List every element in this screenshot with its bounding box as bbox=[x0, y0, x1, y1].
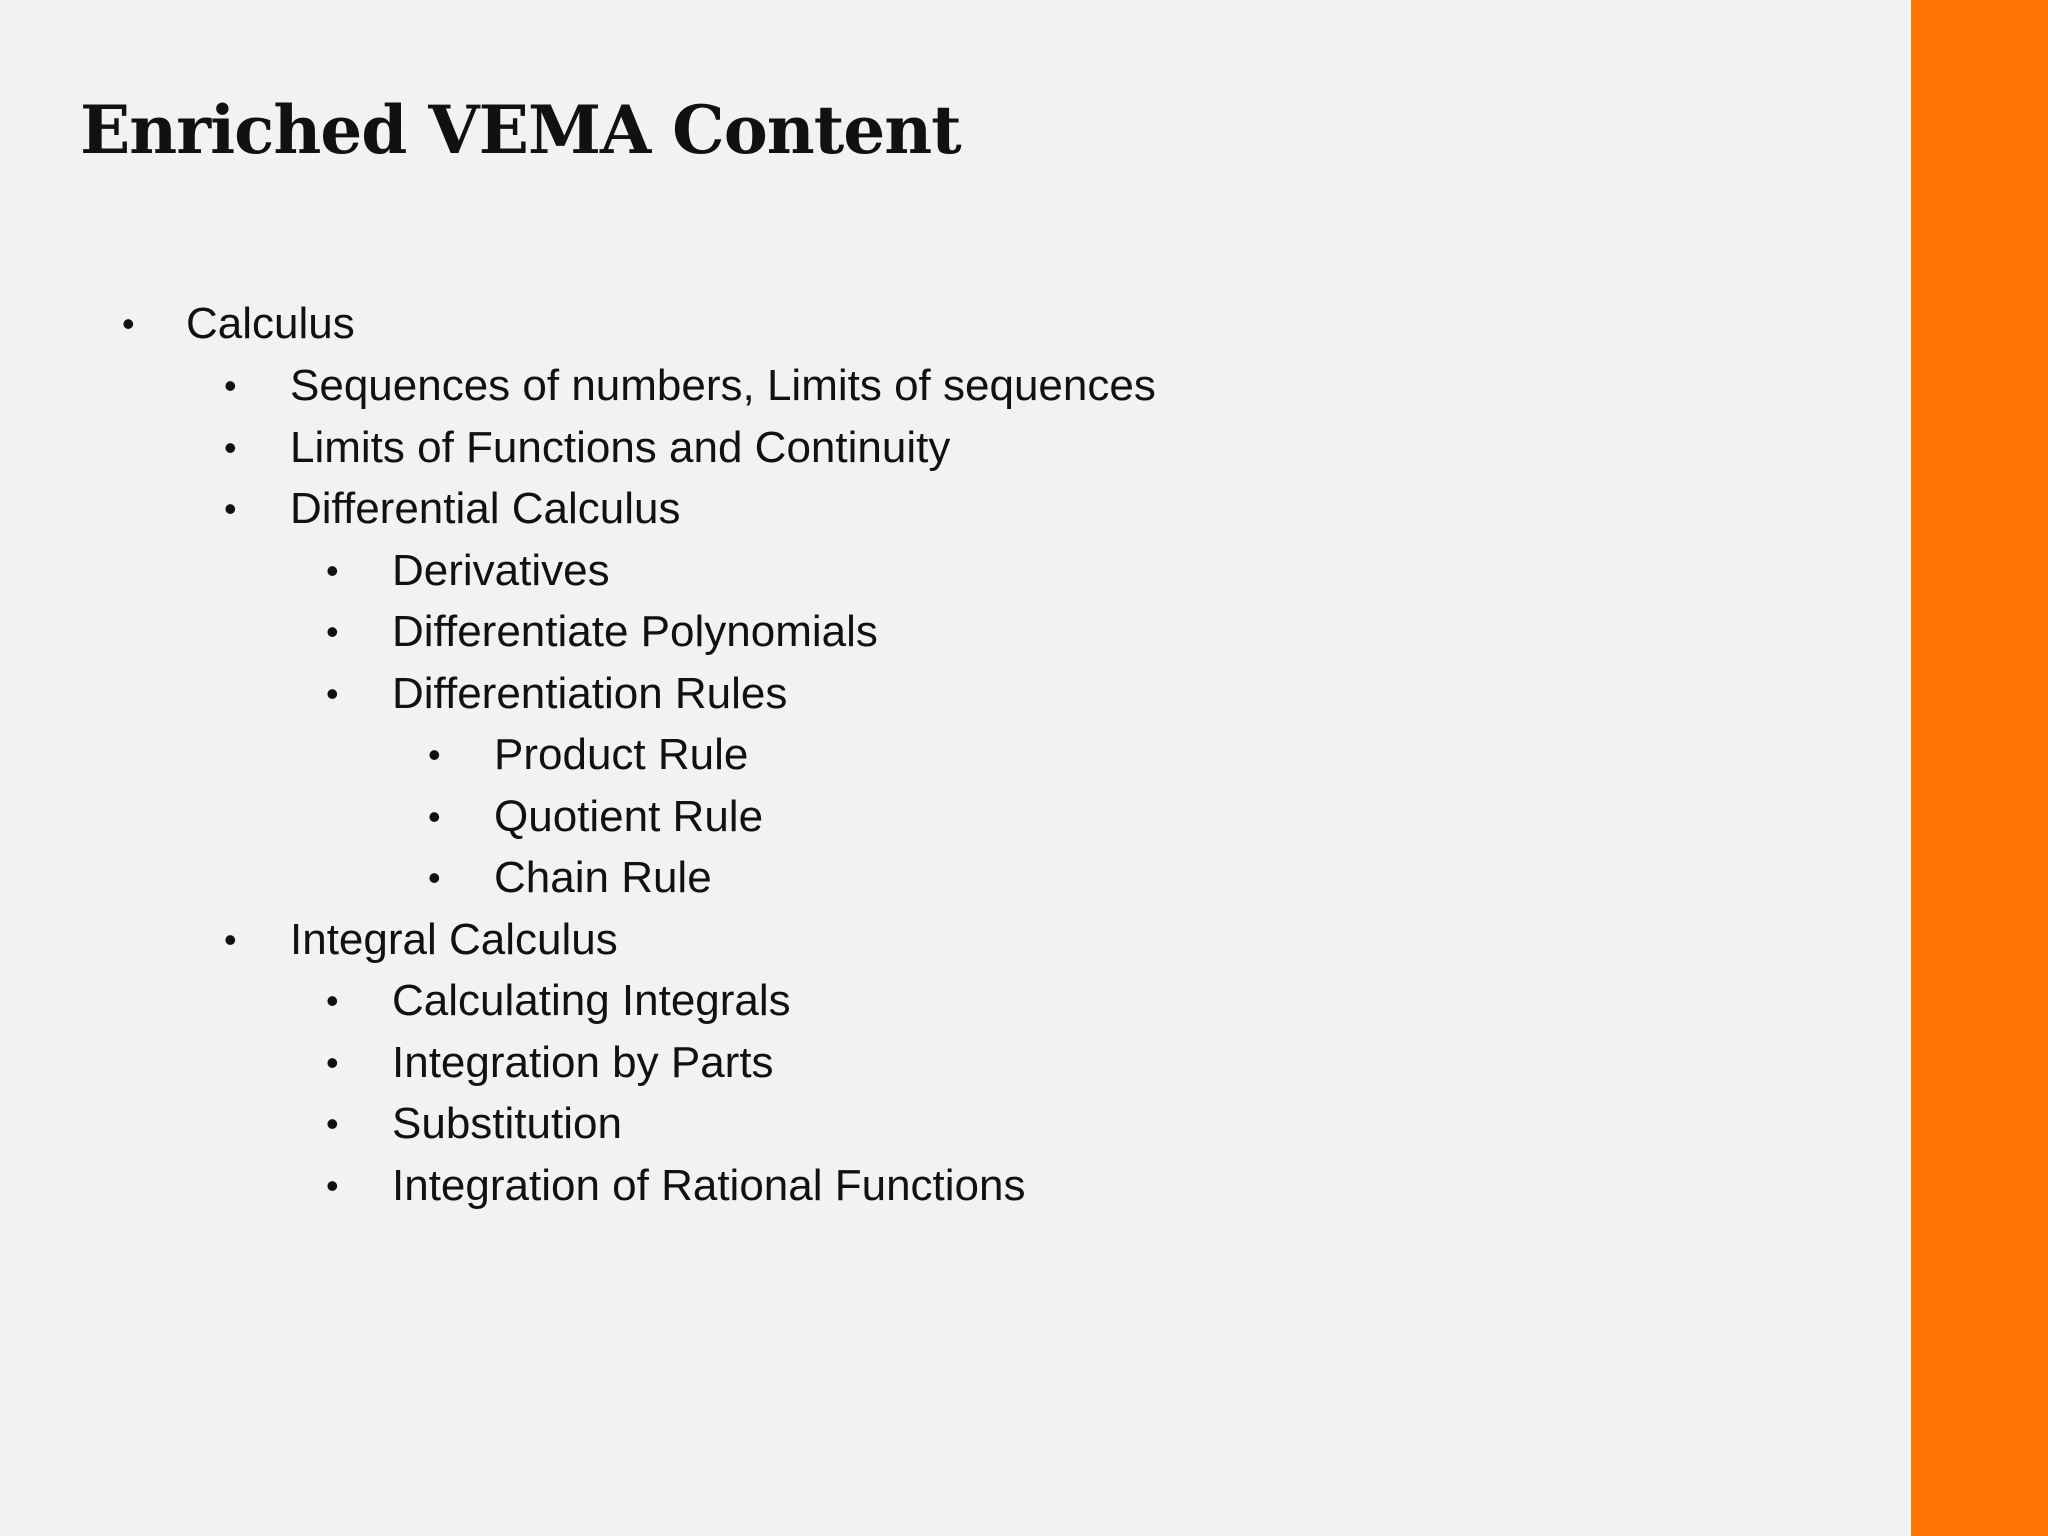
outline-item-calculating-integrals: Calculating Integrals bbox=[392, 976, 791, 1025]
outline-item-integration-by-parts: Integration by Parts bbox=[392, 1038, 774, 1087]
outline-item-sequences: Sequences of numbers, Limits of sequences bbox=[290, 361, 1156, 410]
bullet-icon: • bbox=[326, 673, 339, 714]
bullet-icon: • bbox=[326, 980, 339, 1021]
outline-item-chain-rule: Chain Rule bbox=[494, 853, 712, 902]
outline-item-limits-functions: Limits of Functions and Continuity bbox=[290, 423, 951, 472]
bullet-icon: • bbox=[326, 550, 339, 591]
bullet-icon: • bbox=[428, 857, 441, 898]
accent-bar bbox=[1911, 0, 2048, 1536]
outline-item-differentiate-polynomials: Differentiate Polynomials bbox=[392, 607, 878, 656]
bullet-icon: • bbox=[428, 734, 441, 775]
outline-item-integration-rational-functions: Integration of Rational Functions bbox=[392, 1161, 1026, 1210]
slide-title: Enriched VEMA Content bbox=[80, 91, 961, 169]
bullet-icon: • bbox=[224, 488, 237, 529]
outline-item-quotient-rule: Quotient Rule bbox=[494, 792, 764, 841]
outline-item-differential-calculus: Differential Calculus bbox=[290, 484, 681, 533]
bullet-icon: • bbox=[224, 365, 237, 406]
bullet-icon: • bbox=[224, 427, 237, 468]
outline-item-differentiation-rules: Differentiation Rules bbox=[392, 669, 788, 718]
bullet-icon: • bbox=[224, 919, 237, 960]
outline-item-derivatives: Derivatives bbox=[392, 546, 610, 595]
bullet-icon: • bbox=[326, 611, 339, 652]
bullet-icon: • bbox=[122, 303, 135, 344]
outline-item-calculus: Calculus bbox=[186, 299, 355, 348]
outline-item-substitution: Substitution bbox=[392, 1099, 622, 1148]
bullet-icon: • bbox=[428, 796, 441, 837]
bullet-icon: • bbox=[326, 1042, 339, 1083]
outline-item-product-rule: Product Rule bbox=[494, 730, 749, 779]
outline-item-integral-calculus: Integral Calculus bbox=[290, 915, 618, 964]
bullet-icon: • bbox=[326, 1103, 339, 1144]
bullet-icon: • bbox=[326, 1165, 339, 1206]
